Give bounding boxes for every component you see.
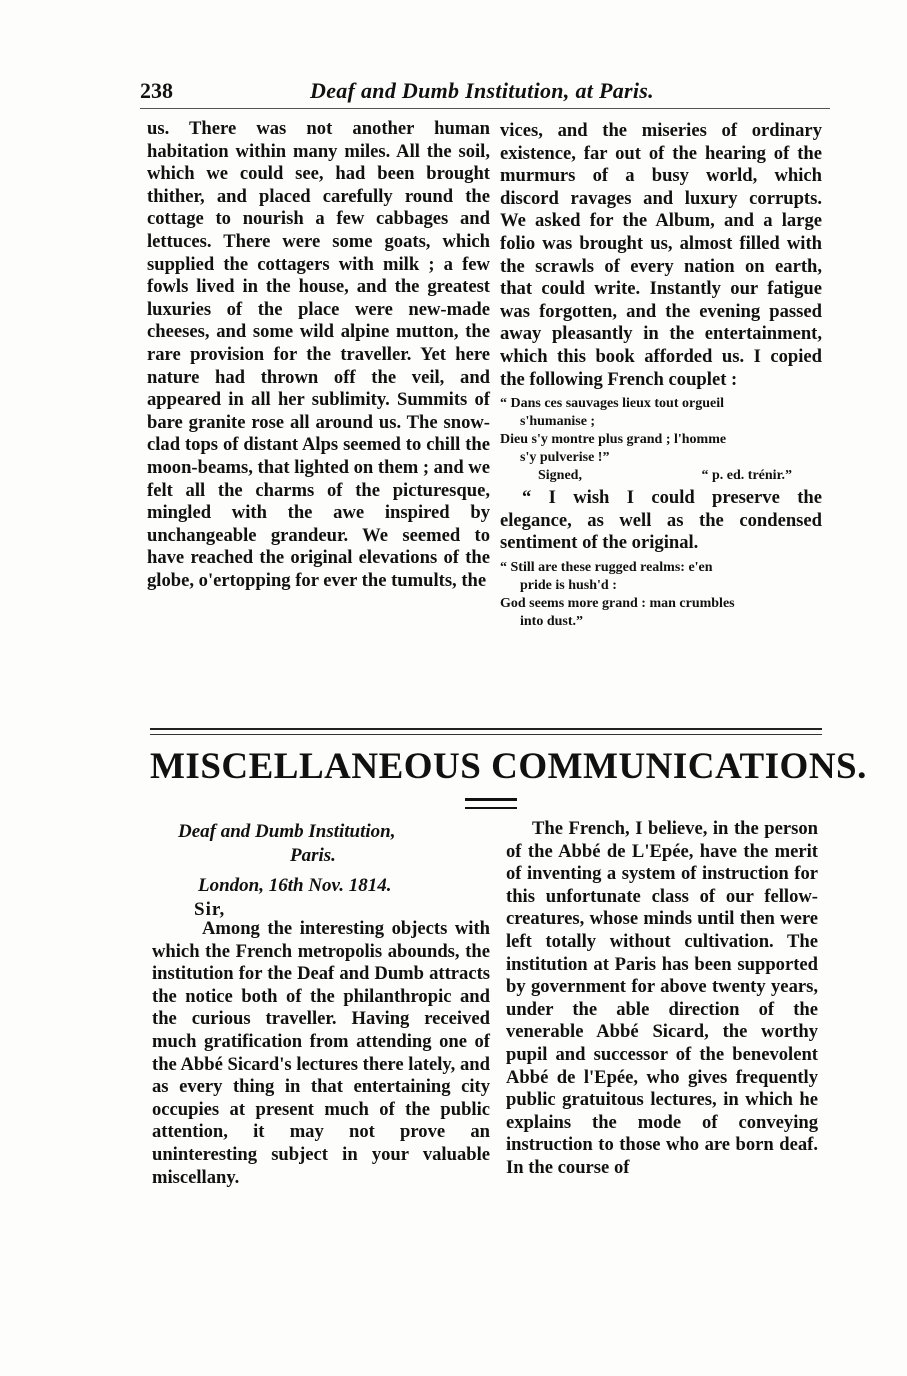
letter-body-right: The French, I believe, in the person of the Abbé de L'Epée, have the merit of inventing a system of instruction for this unfortunate class of our fellow-creatures, whose minds until then were left totally without cultivation. The institution at Paris has been supported by government for above twenty years, under the able direction of the venerable Abbé Sicard, the worthy pupil and successor of the benevolent Abbé de l'Epée, who gives frequently public gratuitous lectures, in which he explains the mode of conveying instruction to those who are born deaf. In the course of [506, 818, 818, 1178]
page-number: 238 [140, 78, 173, 103]
top-right-para2: “ I wish I could preserve the elegance, as well as the condensed sentiment of the original. [500, 487, 822, 554]
trans-line-4: into dust.” [520, 613, 584, 629]
english-translation [500, 559, 822, 631]
top-right-column [500, 120, 822, 631]
letter-heading-line1: Deaf and Dumb Institution, [178, 821, 396, 842]
letter-salutation: Sir, [194, 899, 226, 920]
running-title: Deaf and Dumb Institution, at Paris. [310, 78, 654, 103]
section-divider [150, 728, 822, 735]
french-couplet [500, 395, 822, 485]
letter-dateline: London, 16th Nov. 1814. [198, 875, 392, 896]
top-left-column [147, 118, 490, 592]
top-left-text: us. There was not another human habitation within many miles. All the soil, which we could see, had been brought thither, and placed carefully round the cottage to nourish a few cabbages and lettuces. There were some goats, which supplied the cottagers with milk ; a few fowls lived in the house, and the greatest luxuries of the place were new-made cheeses, and some wild alpine mutton, the rare provision for the traveller. Yet here nature had thrown off the veil, and appeared in all her sublimity. Summits of bare granite rose all around us. The snow-clad tops of distant Alps seemed to chill the moon-beams, that lighted on them ; and we felt all the charms of the picturesque, mingled with the awe inspired by unchangeable grandeur. We seemed to have reached the original elevations of the globe, o'ertopping for ever the tumults, the [147, 118, 490, 591]
bottom-left-column [152, 918, 490, 1189]
trans-line-2: pride is hush'd : [520, 577, 617, 593]
letter-body-left: Among the interesting objects with which the French metropolis abounds, the institution for the Deaf and Dumb attracts the notice both of the philanthropic and the curious traveller. Having received much gratification from attending one of the Abbé Sicard's lectures there lately, and as every thing in that entertaining city occupies at present much of the public attention, it may not prove an uninteresting subject in your valuable miscellany. [152, 918, 490, 1188]
section-title: MISCELLANEOUS COMMUNICATIONS. [150, 746, 867, 787]
top-right-text: vices, and the miseries of ordinary existence, far out of the hearing of the murmurs of a busy world, which discord ravages and luxury corrupts. We asked for the Album, and a large folio was brought us, almost filled with the scrawls of every nation on earth, that could write. Instantly our fatigue was forgotten, and the evening passed away pleasantly in the entertainment, which this book afforded us. I copied the following French couplet : [500, 120, 822, 390]
letter-heading [150, 820, 490, 922]
quote-signature [500, 467, 822, 485]
header-rule [140, 108, 830, 109]
trans-line-3: God seems more grand : man crumbles [500, 595, 735, 611]
signed-label: Signed, [538, 468, 582, 484]
letter-heading-line2: Paris. [290, 845, 336, 866]
trans-line-1: “ Still are these rugged realms: e'en [500, 559, 713, 575]
quote-line-2: s'humanise ; [520, 414, 596, 430]
title-ornament-rule [465, 798, 517, 809]
running-head [140, 78, 830, 108]
quote-line-1: “ Dans ces sauvages lieux tout orgueil [500, 396, 724, 412]
signed-name: “ p. ed. trénir.” [701, 468, 792, 484]
quote-line-4: s'y pulverise !” [520, 450, 610, 466]
bottom-right-column [506, 818, 818, 1180]
quote-line-3: Dieu s'y montre plus grand ; l'homme [500, 432, 727, 448]
